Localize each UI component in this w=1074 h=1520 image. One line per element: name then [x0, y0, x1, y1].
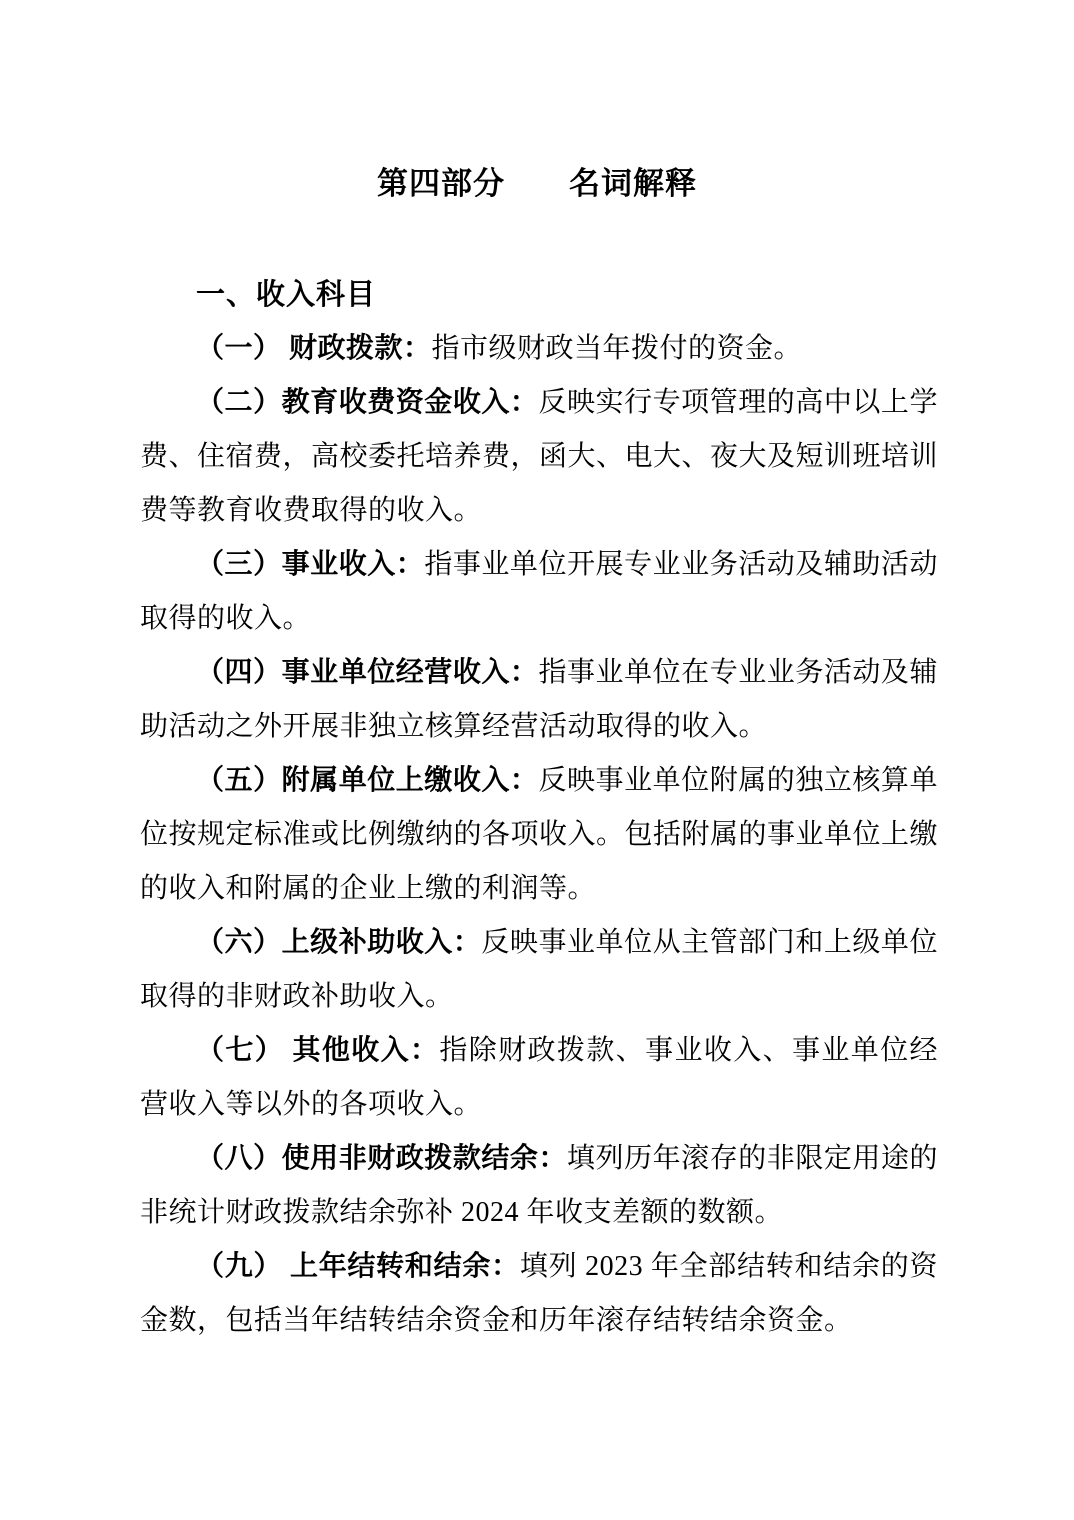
definition-paragraph — [140, 754, 938, 916]
definition-text: 指事业单位在专业业务活动及辅助活动之外开展非独立核算经营活动取得的收入。 — [140, 657, 938, 742]
definition-paragraph — [140, 1024, 938, 1132]
definition-term: （五）附属单位上缴收入： — [196, 765, 539, 796]
definition-paragraph — [140, 538, 938, 646]
definition-text: 指市级财政当年拨付的资金。 — [431, 333, 803, 364]
definition-paragraph — [140, 1132, 938, 1240]
definition-term: （一） 财政拨款： — [196, 333, 432, 364]
definition-text: 反映事业单位从主管部门和上级单位取得的非财政补助收入。 — [140, 927, 938, 1012]
definition-term: （三）事业收入： — [196, 549, 425, 580]
definition-term: （二）教育收费资金收入： — [196, 387, 539, 418]
definition-paragraph — [140, 1240, 938, 1348]
definition-paragraph — [140, 322, 938, 376]
definition-paragraph — [140, 646, 938, 754]
definition-term: （四）事业单位经营收入： — [196, 657, 539, 688]
document-title: 第四部分 名词解释 — [377, 166, 697, 201]
definition-term: （六）上级补助收入： — [196, 927, 482, 958]
definition-text: 填列 2023 年全部结转和结余的资金数，包括当年结转结余资金和历年滚存结转结余资金。 — [140, 1251, 938, 1336]
section-heading-income-items: 一、收入科目 — [196, 279, 377, 311]
definition-paragraph — [140, 916, 938, 1024]
definition-text: 反映事业单位附属的独立核算单位按规定标准或比例缴纳的各项收入。包括附属的事业单位上缴的收入和附属的企业上缴的利润等。 — [140, 765, 939, 904]
document-body — [140, 268, 938, 1348]
definition-paragraph — [140, 376, 938, 538]
definition-term: （七） 其他收入： — [196, 1035, 440, 1066]
definition-term: （九） 上年结转和结余： — [196, 1251, 520, 1282]
definition-text: 填列历年滚存的非限定用途的非统计财政拨款结余弥补 2024 年收支差额的数额。 — [140, 1143, 938, 1228]
definition-text: 反映实行专项管理的高中以上学费、住宿费，高校委托培养费，函大、电大、夜大及短训班培训费等教育收费取得的收入。 — [140, 387, 939, 526]
definition-text: 指除财政拨款、事业收入、事业单位经营收入等以外的各项收入。 — [140, 1035, 938, 1120]
definition-text: 指事业单位开展专业业务活动及辅助活动取得的收入。 — [140, 549, 938, 634]
definition-term: （八）使用非财政拨款结余： — [196, 1143, 568, 1174]
